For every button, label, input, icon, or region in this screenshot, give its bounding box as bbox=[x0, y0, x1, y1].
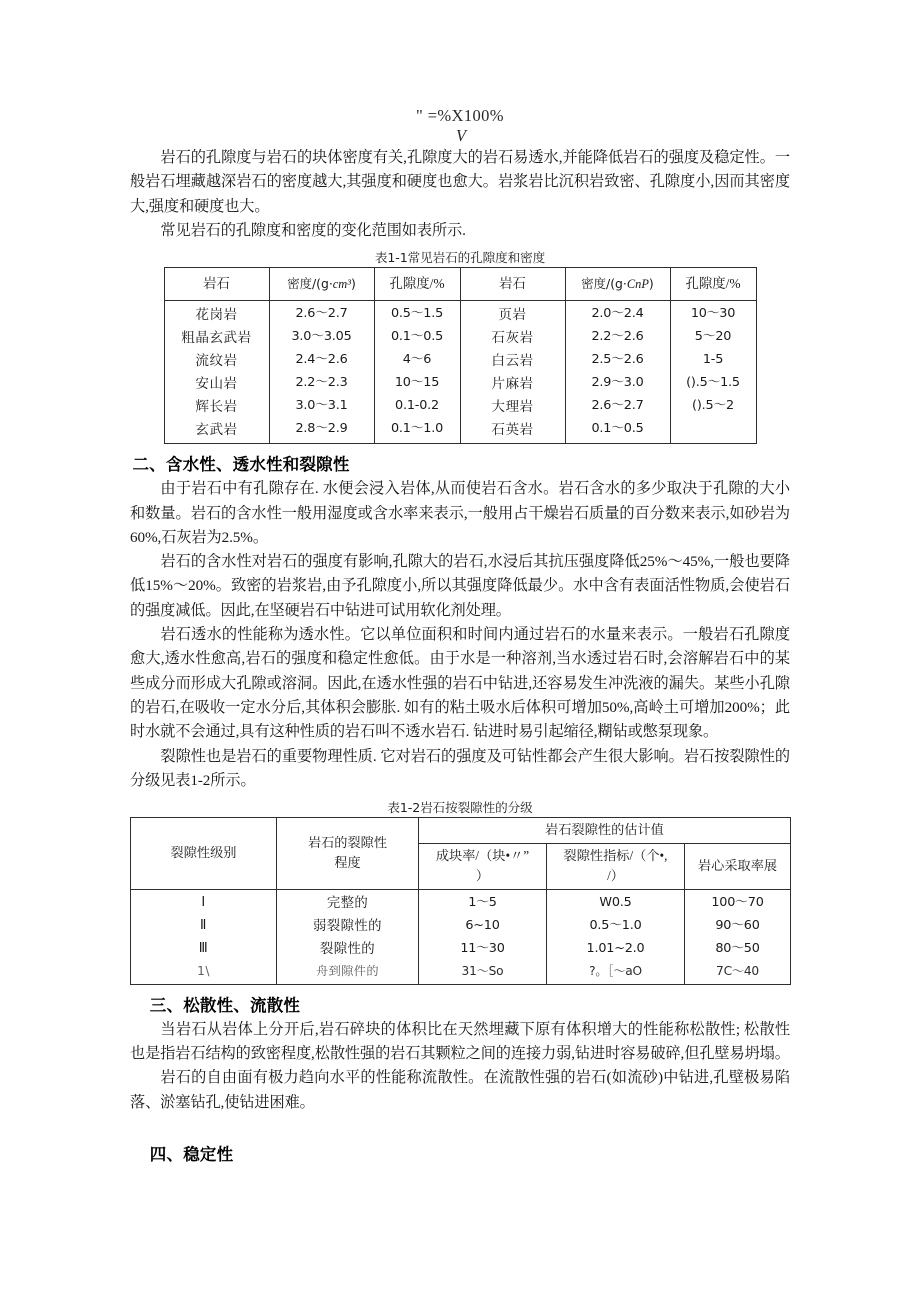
table2-cell-block-rate: 31～So bbox=[419, 961, 547, 985]
table1-cell-rock-name-left: 花岗岩 bbox=[164, 301, 269, 327]
table1-cell-density-right: 0.1～0.5 bbox=[565, 418, 670, 444]
paragraph-porosity-density: 岩石的孔隙度与岩石的块体密度有关,孔隙度大的岩石易透水,并能降低岩石的强度及稳定性。一般岩石埋藏越深岩石的密度越大,其强度和硬度也愈大。岩浆岩比沉积岩致密、孔隙度小,因而其密度大,强度和硬度也大。 bbox=[130, 148, 790, 215]
table1-cell-porosity-left: 4～6 bbox=[374, 349, 460, 372]
table-row bbox=[131, 961, 791, 985]
table1-cell-porosity-right: 10～30 bbox=[670, 301, 756, 327]
table2-cell-core-recovery: 90～60 bbox=[685, 915, 791, 938]
table1-cell-density-left: 3.0～3.1 bbox=[269, 395, 374, 418]
table1-cell-porosity-right: ().5～1.5 bbox=[670, 372, 756, 395]
table1-header-porosity-right: 孔隙度/% bbox=[670, 268, 756, 301]
table2-header-degree-line1: 岩石的裂隙性 bbox=[307, 834, 388, 850]
table1-cell-porosity-right: 1-5 bbox=[670, 349, 756, 372]
paragraph-table-intro: 常见岩石的孔隙度和密度的变化范围如表所示. bbox=[160, 221, 466, 239]
table1-cell-porosity-right: 5～20 bbox=[670, 326, 756, 349]
table1-cell-rock-name-left: 玄武岩 bbox=[164, 418, 269, 444]
table-row bbox=[164, 326, 756, 349]
table2-cell-fracture-index: 0.5～1.0 bbox=[547, 915, 685, 938]
table1-cell-density-left: 2.2～2.3 bbox=[269, 372, 374, 395]
table2-cell-block-rate: 1～5 bbox=[419, 889, 547, 915]
table2-cell-degree: 裂隙性的 bbox=[277, 938, 419, 961]
table1-cell-rock-name-right: 大理岩 bbox=[460, 395, 565, 418]
table1-cell-porosity-right bbox=[670, 418, 756, 444]
table1-cell-rock-name-left: 辉长岩 bbox=[164, 395, 269, 418]
heading-section-three: 三、松散性、流散性 bbox=[149, 995, 301, 1015]
table1-cell-density-left: 3.0～3.05 bbox=[269, 326, 374, 349]
table1-header-porosity-left: 孔隙度/% bbox=[374, 268, 460, 301]
table1-caption: 表1-1常见岩石的孔隙度和密度 bbox=[374, 250, 546, 266]
table1-cell-rock-name-right: 页岩 bbox=[460, 301, 565, 327]
table1-cell-rock-name-right: 石灰岩 bbox=[460, 326, 565, 349]
paragraph-flowability: 岩石的自由面有极力趋向水平的性能称流散性。在流散性强的岩石(如流砂)中钻进,孔壁极易陷落、淤塞钻孔,使钻进困难。 bbox=[130, 1069, 790, 1111]
table1-cell-porosity-left: 0.1-0.2 bbox=[374, 395, 460, 418]
table-row bbox=[131, 889, 791, 915]
table2-cell-fracture-index: 1.01~2.0 bbox=[547, 938, 685, 961]
table-fracture-grading bbox=[130, 817, 791, 984]
table2-cell-degree: 舟到隙件的 bbox=[277, 961, 419, 985]
table1-cell-rock-name-left: 安山岩 bbox=[164, 372, 269, 395]
table2-header-block-rate-line1: 成块率/（块•〃” bbox=[435, 847, 530, 863]
table1-body bbox=[164, 301, 756, 444]
table1-cell-rock-name-right: 白云岩 bbox=[460, 349, 565, 372]
paragraph-permeability: 岩石透水的性能称为透水性。它以单位面积和时间内通过岩石的水量来表示。一般岩石孔隙度愈大,透水性愈高,岩石的强度和稳定性愈低。由于水是一种溶剂,当水透过岩石时,会溶解岩石中的某些成分而形成大孔隙或溶洞。因此,在透水性强的岩石中钻进,还容易发生冲洗液的漏失。某些小孔隙的岩石,在吸收一定水分后,其体积会膨胀. 如有的粘土吸水后体积可增加50%,高岭土可增加200%；此时水就不会通过,具有这种性质的岩石叫不透水岩石. 钻进时易引起缩径,糊钻或憋泵现象。 bbox=[130, 626, 790, 741]
table-row bbox=[164, 301, 756, 327]
table2-header-block-rate bbox=[419, 843, 547, 889]
table1-cell-porosity-left: 0.1～0.5 bbox=[374, 326, 460, 349]
table1-cell-density-left: 2.4～2.6 bbox=[269, 349, 374, 372]
table1-header-row bbox=[164, 268, 756, 301]
table2-cell-fracture-index: ?。［～aO bbox=[547, 961, 685, 985]
table2-header-degree bbox=[277, 818, 419, 889]
table-rock-porosity-density bbox=[164, 267, 757, 444]
table2-cell-core-recovery: 100～70 bbox=[685, 889, 791, 915]
table2-header-fracture-index-line1: 裂隙性指标/（个•, bbox=[563, 847, 668, 863]
table2-cell-degree: 弱裂隙性的 bbox=[277, 915, 419, 938]
table-row bbox=[164, 349, 756, 372]
table2-header-row-top bbox=[131, 818, 791, 843]
table2-cell-block-rate: 11～30 bbox=[419, 938, 547, 961]
table1-cell-density-left: 2.8～2.9 bbox=[269, 418, 374, 444]
table2-cell-block-rate: 6~10 bbox=[419, 915, 547, 938]
table1-cell-density-right: 2.0～2.4 bbox=[565, 301, 670, 327]
table1-cell-porosity-left: 0.5～1.5 bbox=[374, 301, 460, 327]
table1-header-density-right: 密度/(g·CnP) bbox=[565, 268, 670, 301]
paragraph-strength-effect: 岩石的含水性对岩石的强度有影响,孔隙大的岩石,水浸后其抗压强度降低25%～45%,一般也要降低15%～20%。致密的岩浆岩,由予孔隙度小,所以其强度降低最少。水中含有表面活性物质,会使岩石的强度减低。因此,在坚硬岩石中钻进可试用软化剂处理。 bbox=[130, 553, 790, 619]
table2-header-core-recovery: 岩心采取率展 bbox=[685, 843, 791, 889]
table2-header-level: 裂隙性级别 bbox=[131, 818, 277, 889]
table1-cell-porosity-right: ().5～2 bbox=[670, 395, 756, 418]
table1-cell-rock-name-right: 片麻岩 bbox=[460, 372, 565, 395]
table2-body bbox=[131, 889, 791, 984]
table2-cell-fracture-index: W0.5 bbox=[547, 889, 685, 915]
table1-cell-porosity-left: 10～15 bbox=[374, 372, 460, 395]
table-row bbox=[131, 938, 791, 961]
table1-cell-density-right: 2.9～3.0 bbox=[565, 372, 670, 395]
paragraph-looseness: 当岩石从岩体上分开后,岩石碎块的体积比在天然埋藏下原有体积增大的性能称松散性; 松散性也是指岩石结构的致密程度,松散性强的岩石其颗粒之间的连接力弱,钻进时容易破碎,但孔壁易坍塌。 bbox=[130, 1020, 790, 1062]
table2-cell-level: Ⅰ bbox=[131, 889, 277, 915]
table1-cell-density-right: 2.5～2.6 bbox=[565, 349, 670, 372]
table1-cell-density-left: 2.6～2.7 bbox=[269, 301, 374, 327]
table-row bbox=[164, 418, 756, 444]
table2-cell-degree: 完整的 bbox=[277, 889, 419, 915]
table1-cell-rock-name-left: 流纹岩 bbox=[164, 349, 269, 372]
table1-header-density-left: 密度/(g·cm³) bbox=[269, 268, 374, 301]
table1-cell-porosity-left: 0.1～1.0 bbox=[374, 418, 460, 444]
table1-header-rock-right: 岩石 bbox=[460, 268, 565, 301]
formula-denominator: V bbox=[455, 126, 467, 146]
table2-header-block-rate-line2: ） bbox=[475, 868, 490, 884]
table1-cell-rock-name-right: 石英岩 bbox=[460, 418, 565, 444]
table2-cell-level: Ⅲ bbox=[131, 938, 277, 961]
table-row bbox=[164, 395, 756, 418]
table-row bbox=[131, 915, 791, 938]
formula-numerator-line: " =%X100% bbox=[416, 106, 504, 125]
table2-caption: 表1-2岩石按裂隙性的分级 bbox=[387, 800, 533, 816]
porosity-formula bbox=[130, 106, 790, 146]
table1-cell-rock-name-left: 粗晶玄武岩 bbox=[164, 326, 269, 349]
table2-cell-level: 1\ bbox=[131, 961, 277, 985]
table2-header-fracture-index bbox=[547, 843, 685, 889]
heading-section-four: 四、稳定性 bbox=[149, 1144, 234, 1164]
paragraph-fracture-intro: 裂隙性也是岩石的重要物理性质. 它对岩石的强度及可钻性都会产生很大影响。岩石按裂隙性的分级见表1-2所示。 bbox=[130, 747, 790, 789]
table2-cell-core-recovery: 80～50 bbox=[685, 938, 791, 961]
table-row bbox=[164, 372, 756, 395]
table1-cell-density-right: 2.2～2.6 bbox=[565, 326, 670, 349]
table2-cell-level: Ⅱ bbox=[131, 915, 277, 938]
table2-cell-core-recovery: 7C～40 bbox=[685, 961, 791, 985]
table1-header-rock-left: 岩石 bbox=[164, 268, 269, 301]
paragraph-water-content: 由于岩石中有孔隙存在. 水便会浸入岩体,从而使岩石含水。岩石含水的多少取决于孔隙的大小和数量。岩石的含水性一般用湿度或含水率来表示,一般用占干燥岩石质量的百分数来表示,如砂岩为60%,石灰岩为2.5%。 bbox=[130, 480, 790, 546]
table1-cell-density-right: 2.6～2.7 bbox=[565, 395, 670, 418]
table2-header-degree-line2: 程度 bbox=[334, 855, 361, 871]
table2-header-fracture-index-line2: /） bbox=[607, 868, 624, 884]
heading-section-two: 二、含水性、透水性和裂隙性 bbox=[132, 455, 350, 475]
table2-header-estimate-group: 岩石裂隙性的估计值 bbox=[419, 818, 791, 843]
